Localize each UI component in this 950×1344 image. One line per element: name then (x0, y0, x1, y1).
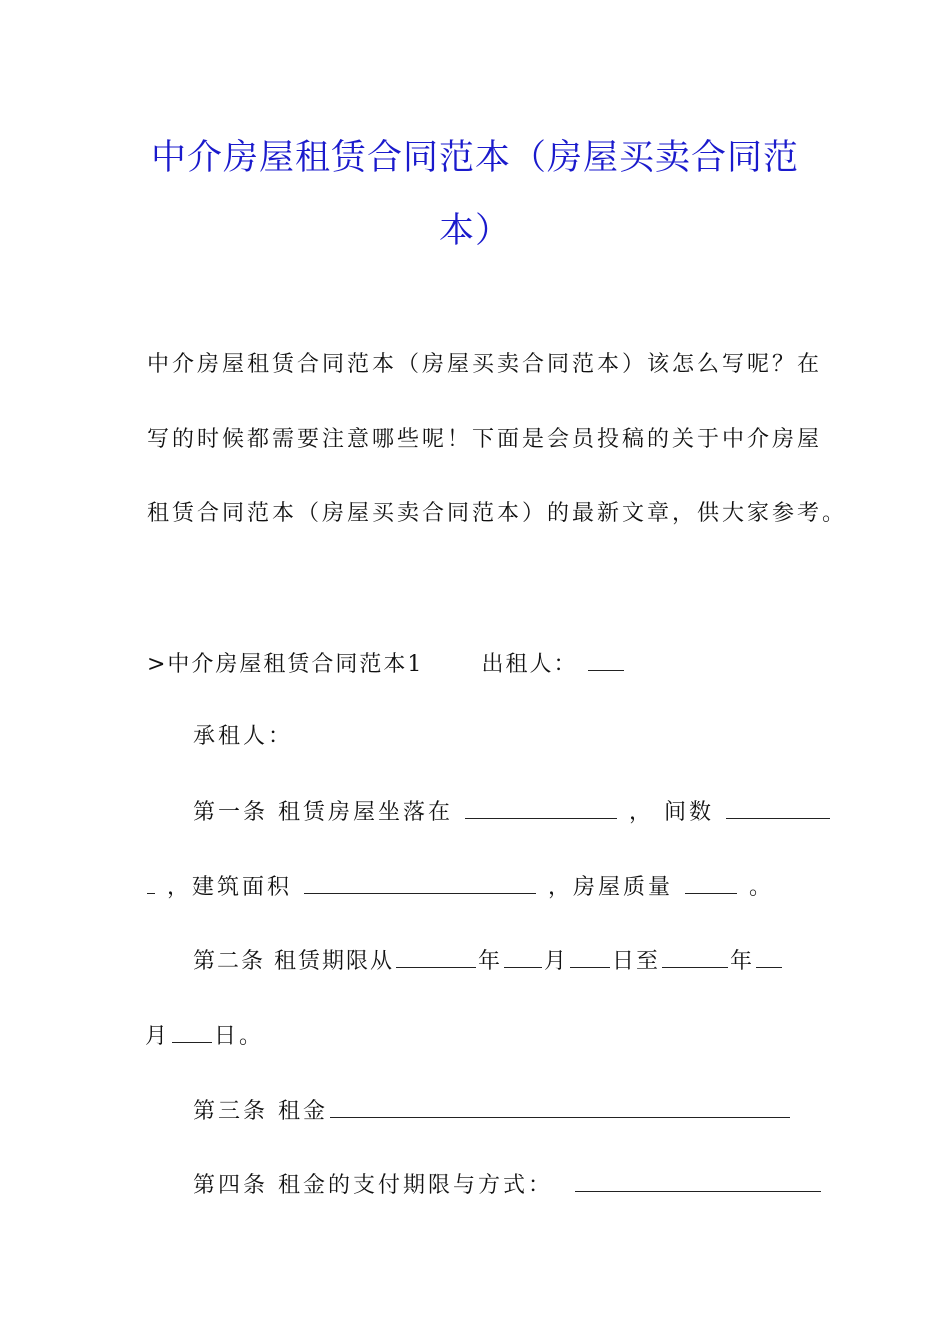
intro-paragraph-line-1: 中介房屋租赁合同范本（房屋买卖合同范本）该怎么写呢？在 (147, 352, 823, 377)
end-day-blank (172, 1020, 212, 1043)
end-month-blank (756, 945, 782, 968)
rent-blank (330, 1095, 790, 1118)
start-day-blank (570, 945, 610, 968)
article-1-line-1 (193, 795, 832, 826)
article-4-line (193, 1168, 823, 1199)
intro-paragraph-line-2: 写的时候都需要注意哪些呢！下面是会员投稿的关于中介房屋 (147, 427, 823, 452)
end-year-blank (662, 945, 728, 968)
start-day-unit: 日至 (612, 949, 661, 974)
document-title-line-2: 本） (438, 211, 511, 251)
article-2-label: 第二条 租赁期限从 (193, 949, 394, 974)
area-label: ，建筑面积 (167, 875, 293, 900)
start-year-blank (396, 945, 476, 968)
quality-blank (685, 871, 737, 894)
article-2-line-2 (145, 1019, 264, 1050)
contract-heading: >中介房屋租赁合同范本1 (147, 652, 424, 677)
article-1-end: 。 (749, 875, 775, 900)
document-title-line-1: 中介房屋租赁合同范本（房屋买卖合同范 (150, 138, 799, 178)
rooms-label: ， 间数 (629, 800, 714, 825)
quality-label: ，房屋质量 (548, 875, 674, 900)
article-1-label: 第一条 租赁房屋坐落在 (193, 800, 453, 825)
rooms-blank (726, 796, 830, 819)
article-3-label: 第三条 租金 (193, 1099, 328, 1124)
lessor-blank (588, 648, 624, 671)
intro-paragraph-line-3: 租赁合同范本（房屋买卖合同范本）的最新文章，供大家参考。 (147, 501, 848, 526)
start-month-blank (504, 945, 542, 968)
start-month-unit: 月 (544, 949, 569, 974)
article-2-line-1 (193, 944, 784, 975)
payment-terms-blank (575, 1169, 821, 1192)
end-year-unit: 年 (730, 949, 755, 974)
rooms-blank-continued (147, 871, 155, 894)
area-blank (304, 871, 536, 894)
end-month-unit: 月 (145, 1024, 171, 1049)
start-year-unit: 年 (478, 949, 503, 974)
location-blank (465, 796, 617, 819)
lessee-label: 承租人： (193, 724, 294, 749)
contract-heading-line (147, 647, 626, 678)
lessor-label: 出租人： (481, 652, 578, 677)
end-day-unit: 日。 (214, 1024, 265, 1049)
article-3-line (193, 1094, 792, 1125)
article-1-line-2 (145, 870, 774, 901)
article-4-label: 第四条 租金的支付期限与方式： (193, 1173, 553, 1198)
